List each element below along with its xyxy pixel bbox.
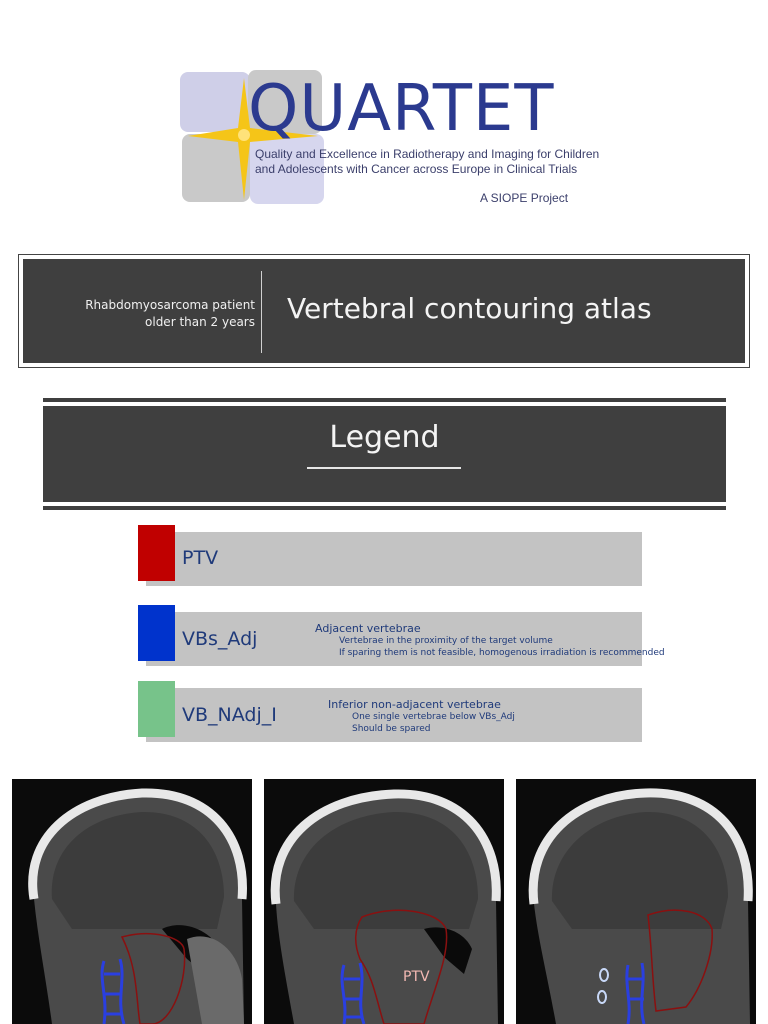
legend-desc-title: Inferior non-adjacent vertebrae — [328, 698, 501, 711]
page-title: Vertebral contouring atlas — [287, 292, 652, 325]
ct-scan-sagittal-1 — [12, 779, 252, 1024]
banner-subtitle — [35, 297, 255, 331]
legend-desc-line: One single vertebrae below VBs_Adj — [352, 712, 515, 722]
ptv-annotation: PTV — [403, 969, 430, 985]
vb-nadj-i-color-swatch — [138, 681, 175, 737]
legend-header — [43, 406, 726, 502]
banner-divider — [261, 271, 262, 353]
legend-desc-line: If sparing them is not feasible, homogenous irradiation is recommended — [339, 648, 665, 658]
legend-label-ptv: PTV — [182, 547, 219, 569]
logo-wordmark: QUARTET — [248, 72, 555, 146]
legend-label-vbs-adj: VBs_Adj — [182, 628, 258, 650]
ct-scan-sagittal-3 — [516, 779, 756, 1024]
quartet-logo — [178, 68, 608, 213]
legend-bottom-rule — [43, 506, 726, 510]
title-banner — [18, 254, 750, 368]
legend-desc-vbs-adj — [315, 622, 665, 659]
legend-title-underline — [307, 467, 461, 469]
legend-label-vb-nadj-i: VB_NAdj_I — [182, 704, 277, 726]
legend-row-ptv — [146, 532, 642, 586]
legend-desc-line: Should be spared — [352, 724, 431, 734]
legend-desc-line: Vertebrae in the proximity of the target volume — [339, 636, 553, 646]
legend-desc-title: Adjacent vertebrae — [315, 622, 421, 635]
banner-subtitle-line2: older than 2 years — [145, 315, 255, 329]
title-banner-panel — [23, 259, 745, 363]
legend-desc-vb-nadj-i — [328, 698, 515, 735]
logo-tagline — [255, 147, 615, 177]
logo-tagline-line1: Quality and Excellence in Radiotherapy and Imaging for Children — [255, 147, 600, 161]
logo-tagline-line2: and Adolescents with Cancer across Europe in Clinical Trials — [255, 162, 578, 176]
legend-top-rule — [43, 398, 726, 402]
vbs-adj-color-swatch — [138, 605, 175, 661]
logo-subtitle: A SIOPE Project — [480, 191, 569, 205]
ptv-color-swatch — [138, 525, 175, 581]
ct-scan-sagittal-2 — [264, 779, 504, 1024]
legend-title: Legend — [329, 420, 440, 455]
banner-subtitle-line1: Rhabdomyosarcoma patient — [85, 298, 255, 312]
